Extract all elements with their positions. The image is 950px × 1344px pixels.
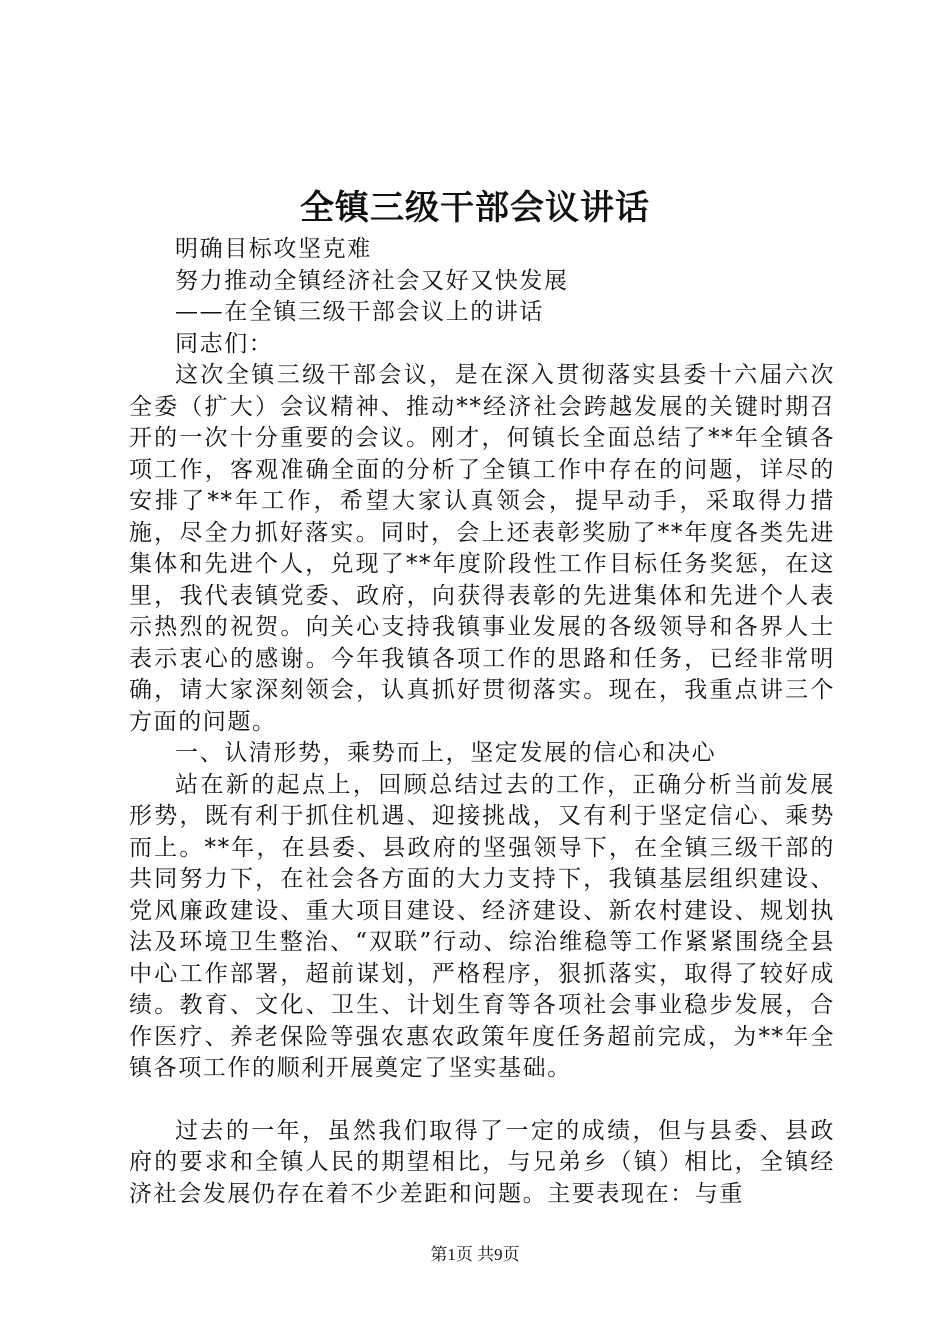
body-paragraph: 站在新的起点上，回顾总结过去的工作，正确分析当前发展形势，既有利于抓住机遇、迎接挑战，又有利于坚定信心、乘势而上。**年，在县委、县政府的坚强领导下，在全镇三级干部的共同努力下，在社会各方面的大力支持下，我镇基层组织建设、党风廉政建设、重大项目建设、经济建设、新农村建设、规划执法及环境卫生整治、“双联”行动、综治维稳等工作紧紧围绕全县中心工作部署，超前谋划，严格程序，狠抓落实，取得了较好成绩。教育、文化、卫生、计划生育等各项社会事业稳步发展，合作医疗、养老保险等强农惠农政策年度任务超前完成，为**年全镇各项工作的顺利开展奠定了坚实基础。 xyxy=(129,771,835,1081)
document-title: 全镇三级干部会议讲话 xyxy=(300,188,650,228)
section-heading: 一、认清形势，乘势而上，坚定发展的信心和决心 xyxy=(175,740,717,766)
salutation: 同志们： xyxy=(175,330,274,357)
body-paragraph: 这次全镇三级干部会议，是在深入贯彻落实县委十六届六次全委（扩大）会议精神、推动**经济社会跨越发展的关键时期召开的一次十分重要的会议。刚才，何镇长全面总结了**年全镇各项工作，客观准确全面的分析了全镇工作中存在的问题，详尽的安排了**年工作，希望大家认真领会，提早动手，采取得力措施，尽全力抓好落实。同时，会上还表彰奖励了**年度各类先进集体和先进个人，兑现了**年度阶段性工作目标任务奖惩，在这里，我代表镇党委、政府，向获得表彰的先进集体和先进个人表示热烈的祝贺。向关心支持我镇事业发展的各级领导和各界人士表示衷心的感谢。今年我镇各项工作的思路和任务，已经非常明确，请大家深刻领会，认真抓好贯彻落实。现在，我重点讲三个方面的问题。 xyxy=(129,362,835,735)
page-footer: 第1页 共9页 xyxy=(430,1245,520,1264)
subtitle-line: 努力推动全镇经济社会又好又快发展 xyxy=(175,267,569,294)
document-body xyxy=(129,234,835,1210)
subtitle-line: ——在全镇三级干部会议上的讲话 xyxy=(175,299,544,325)
body-paragraph: 过去的一年，虽然我们取得了一定的成绩，但与县委、县政府的要求和全镇人民的期望相比，与兄弟乡（镇）相比，全镇经济社会发展仍存在着不少差距和问题。主要表现在：与重 xyxy=(129,1117,835,1207)
subtitle-line: 明确目标攻坚克难 xyxy=(175,236,372,262)
